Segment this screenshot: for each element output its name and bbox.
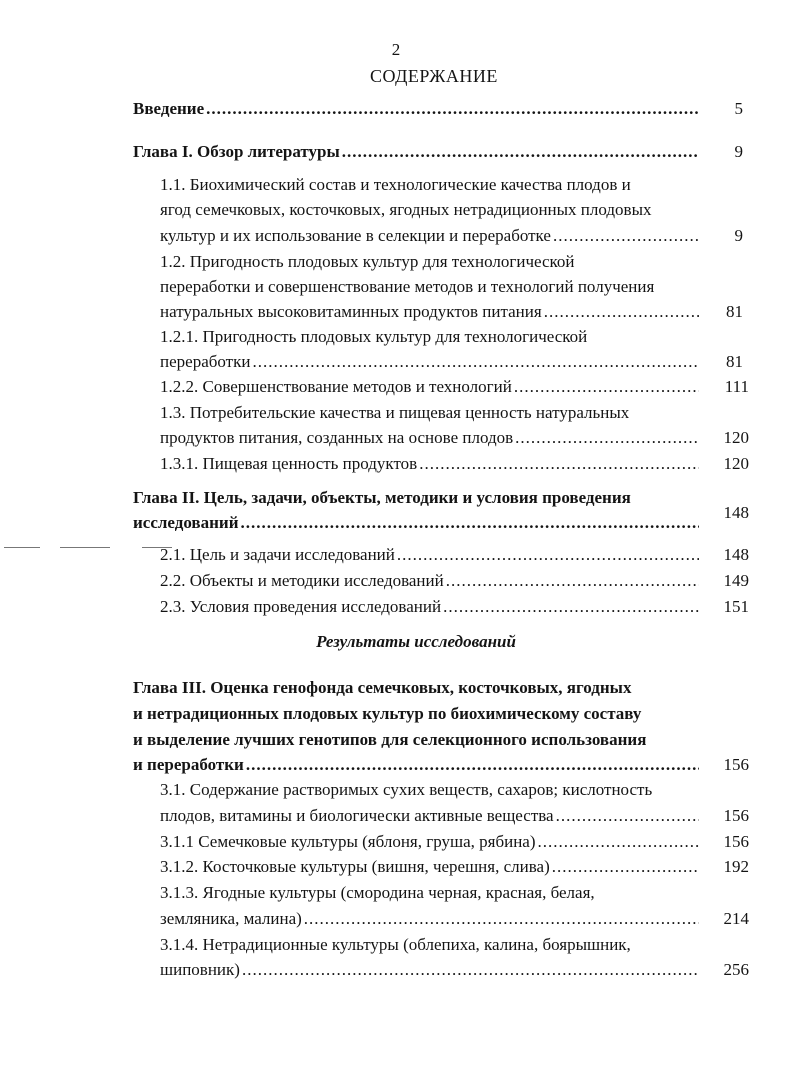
toc-line: Глава II. Цель, задачи, объекты, методики и условия проведения bbox=[133, 488, 631, 507]
toc-entry-1-3 bbox=[160, 428, 701, 448]
toc-entry-3-1-2 bbox=[160, 857, 701, 877]
toc-label: натуральных высоковитаминных продуктов питания bbox=[160, 302, 542, 321]
toc-label: 2.3. Условия проведения исследований bbox=[160, 597, 442, 616]
toc-entry-3-1-4 bbox=[160, 960, 701, 980]
toc-entry-1-2-2 bbox=[160, 377, 701, 397]
toc-page: 111 bbox=[724, 377, 749, 396]
toc-entry-ch1 bbox=[133, 142, 701, 162]
toc-entry-2-2 bbox=[160, 571, 701, 591]
toc-page: 151 bbox=[723, 597, 749, 616]
toc-line: переработки и совершенствование методов и технологий получения bbox=[160, 277, 655, 296]
toc-entry-2-3 bbox=[160, 597, 701, 617]
toc-entry-ch3 bbox=[133, 755, 701, 775]
page-number: 2 bbox=[391, 40, 401, 59]
toc-label: Введение bbox=[133, 99, 205, 118]
toc-line: 1.1. Биохимический состав и технологические качества плодов и bbox=[160, 175, 631, 194]
toc-entry-intro bbox=[133, 99, 701, 119]
toc-label: 1.2.2. Совершенствование методов и технологий bbox=[160, 377, 512, 396]
toc-page: 214 bbox=[723, 909, 749, 928]
toc-label: 3.1.1 Семечковые культуры (яблоня, груша, рябина) bbox=[160, 832, 536, 851]
toc-label: Глава I. Обзор литературы bbox=[133, 142, 340, 161]
toc-page: 9 bbox=[734, 142, 743, 161]
toc-page: 192 bbox=[723, 857, 749, 876]
toc-page: 256 bbox=[723, 960, 749, 979]
toc-line: 3.1. Содержание растворимых сухих веществ, сахаров; кислотность bbox=[160, 780, 653, 799]
toc-line: 3.1.4. Нетрадиционные культуры (облепиха, калина, боярышник, bbox=[160, 935, 631, 954]
toc-line: и выделение лучших генотипов для селекционного использования bbox=[133, 730, 647, 749]
toc-entry-1-2 bbox=[160, 302, 701, 322]
toc-label: продуктов питания, созданных на основе плодов bbox=[160, 428, 514, 447]
toc-page: 5 bbox=[734, 99, 743, 118]
scan-artifact bbox=[60, 547, 110, 548]
toc-page: 148 bbox=[723, 545, 749, 564]
toc-line: 1.2. Пригодность плодовых культур для технологической bbox=[160, 252, 575, 271]
toc-entry-3-1-1 bbox=[160, 832, 701, 852]
toc-line: ягод семечковых, косточковых, ягодных нетрадиционных плодовых bbox=[160, 200, 652, 219]
toc-page: 156 bbox=[723, 806, 749, 825]
toc-line: Глава III. Оценка генофонда семечковых, косточковых, ягодных bbox=[133, 678, 632, 697]
toc-label: 3.1.2. Косточковые культуры (вишня, черешня, слива) bbox=[160, 857, 550, 876]
toc-page: 120 bbox=[723, 428, 749, 447]
toc-entry-ch2 bbox=[133, 513, 701, 533]
toc-entry-2-1 bbox=[160, 545, 701, 565]
toc-label: переработки bbox=[160, 352, 251, 371]
toc-page: 156 bbox=[723, 832, 749, 851]
toc-label: 2.2. Объекты и методики исследований bbox=[160, 571, 444, 590]
toc-entry-3-1-3 bbox=[160, 909, 701, 929]
toc-entry-1-3-1 bbox=[160, 454, 701, 474]
toc-line: и нетрадиционных плодовых культур по биохимическому составу bbox=[133, 704, 642, 723]
toc-page: 9 bbox=[734, 226, 743, 245]
toc-label: культур и их использование в селекции и переработке bbox=[160, 226, 551, 245]
scan-artifact bbox=[4, 547, 40, 548]
toc-entry-3-1 bbox=[160, 806, 701, 826]
toc-page: 81 bbox=[726, 352, 743, 371]
toc-page: 120 bbox=[723, 454, 749, 473]
toc-label: шиповник) bbox=[160, 960, 240, 979]
toc-line: 1.2.1. Пригодность плодовых культур для технологической bbox=[160, 327, 588, 346]
toc-entry-1-2-1 bbox=[160, 352, 701, 372]
section-heading-results: Результаты исследований bbox=[316, 632, 516, 651]
toc-page: 149 bbox=[723, 571, 749, 590]
toc-label: и переработки bbox=[133, 755, 244, 774]
page-title: СОДЕРЖАНИЕ bbox=[370, 66, 498, 86]
toc-line: 3.1.3. Ягодные культуры (смородина черная, красная, белая, bbox=[160, 883, 595, 902]
toc-entry-1-1 bbox=[160, 226, 701, 246]
toc-label: исследований bbox=[133, 513, 239, 532]
toc-page: 81 bbox=[726, 302, 743, 321]
toc-page: 156 bbox=[723, 755, 749, 774]
toc-label: земляника, малина) bbox=[160, 909, 302, 928]
toc-label: 2.1. Цель и задачи исследований bbox=[160, 545, 395, 564]
toc-page: 148 bbox=[723, 503, 749, 522]
toc-line: 1.3. Потребительские качества и пищевая ценность натуральных bbox=[160, 403, 630, 422]
toc-label: 1.3.1. Пищевая ценность продуктов bbox=[160, 454, 418, 473]
toc-label: плодов, витамины и биологически активные вещества bbox=[160, 806, 554, 825]
